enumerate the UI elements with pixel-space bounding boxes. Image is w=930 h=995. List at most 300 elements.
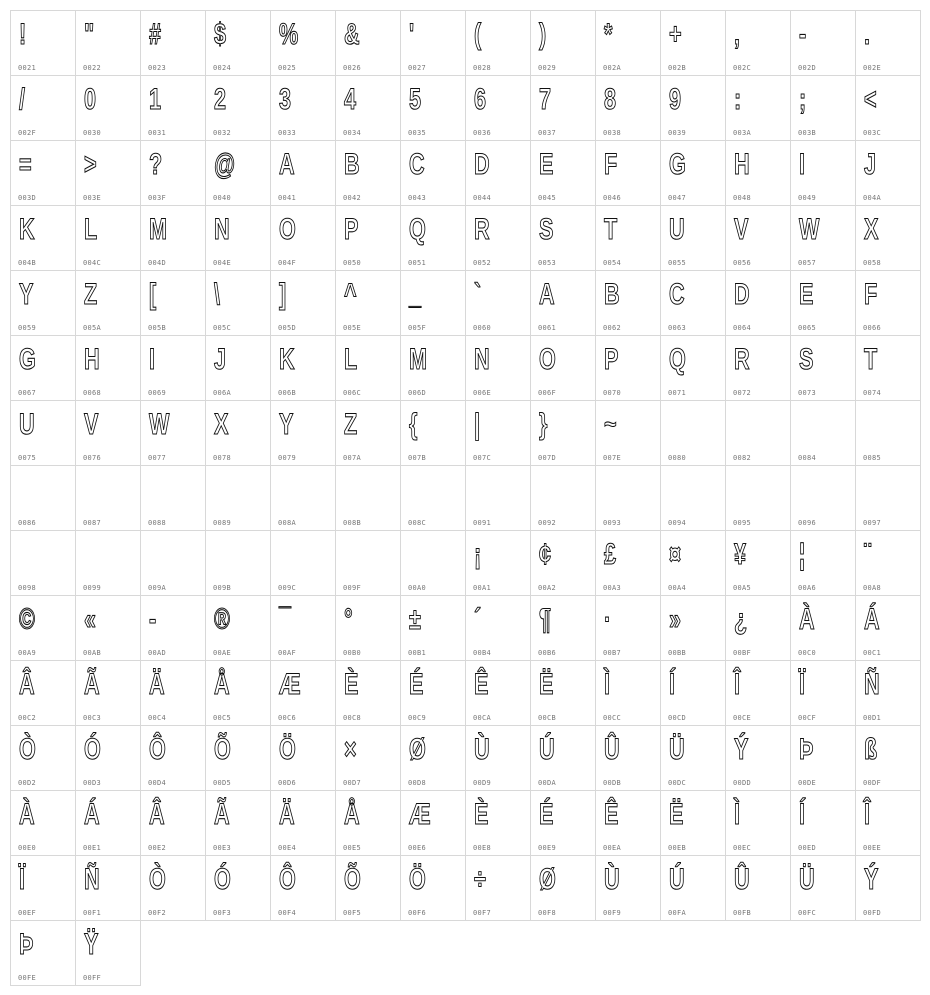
- glyph-cell: [335, 335, 401, 401]
- glyph-cell: [725, 10, 791, 76]
- glyph-sample: R: [734, 343, 750, 376]
- codepoint-label: 00C9: [408, 714, 427, 722]
- glyph-sample: ®: [214, 603, 230, 636]
- glyph-sample: 0: [84, 83, 97, 116]
- glyph-sample: À: [19, 798, 35, 831]
- glyph-sample: J: [214, 343, 227, 376]
- glyph-cell: [270, 725, 336, 791]
- codepoint-label: 00EE: [863, 844, 882, 852]
- glyph-sample: %: [279, 18, 299, 51]
- glyph-cell: [75, 10, 141, 76]
- codepoint-label: 0039: [668, 129, 687, 137]
- glyph-cell: [140, 725, 206, 791]
- glyph-cell: [75, 725, 141, 791]
- glyph-sample: B: [344, 148, 360, 181]
- glyph-cell: [10, 205, 76, 271]
- codepoint-label: 00F8: [538, 909, 557, 917]
- glyph-cell: [205, 270, 271, 336]
- codepoint-label: 009F: [343, 584, 362, 592]
- codepoint-label: 0045: [538, 194, 557, 202]
- glyph-sample: 8: [604, 83, 617, 116]
- codepoint-label: 0071: [668, 389, 687, 397]
- glyph-cell: [140, 270, 206, 336]
- glyph-cell: [205, 855, 271, 921]
- codepoint-label: 00BB: [668, 649, 687, 657]
- glyph-sample: S: [539, 213, 554, 246]
- glyph-sample: Þ: [19, 928, 34, 961]
- glyph-sample: N: [214, 213, 230, 246]
- glyph-cell: [660, 400, 726, 466]
- glyph-sample: Ô: [279, 863, 296, 896]
- glyph-cell: [205, 205, 271, 271]
- glyph-cell: [790, 75, 856, 141]
- glyph-sample: 1: [149, 83, 162, 116]
- glyph-cell: [205, 595, 271, 661]
- codepoint-label: 0092: [538, 519, 557, 527]
- codepoint-label: 0050: [343, 259, 362, 267]
- glyph-sample: ): [539, 18, 547, 51]
- codepoint-label: 005B: [148, 324, 167, 332]
- codepoint-label: 008C: [408, 519, 427, 527]
- glyph-cell: [530, 335, 596, 401]
- codepoint-label: 00A6: [798, 584, 817, 592]
- glyph-cell: [530, 400, 596, 466]
- glyph-cell: [270, 10, 336, 76]
- glyph-sample: 3: [279, 83, 292, 116]
- glyph-cell: [465, 855, 531, 921]
- codepoint-label: 00B6: [538, 649, 557, 657]
- glyph-cell: [75, 790, 141, 856]
- glyph-sample: À: [799, 603, 815, 636]
- glyph-sample: ¡: [474, 538, 482, 571]
- glyph-cell: [790, 10, 856, 76]
- codepoint-label: 00C1: [863, 649, 882, 657]
- codepoint-label: 00FC: [798, 909, 817, 917]
- codepoint-label: 00A8: [863, 584, 882, 592]
- glyph-sample: Ö: [409, 863, 426, 896]
- codepoint-label: 0093: [603, 519, 622, 527]
- glyph-cell: [855, 10, 921, 76]
- codepoint-label: 007A: [343, 454, 362, 462]
- glyph-cell: [400, 725, 466, 791]
- glyph-sample: Ý: [734, 733, 749, 766]
- codepoint-label: 0060: [473, 324, 492, 332]
- codepoint-label: 00DC: [668, 779, 687, 787]
- glyph-sample: Æ: [279, 668, 301, 701]
- codepoint-label: 0098: [18, 584, 37, 592]
- glyph-sample: Ÿ: [84, 928, 99, 961]
- codepoint-label: 00F1: [83, 909, 102, 917]
- glyph-cell: [530, 595, 596, 661]
- glyph-sample: O: [279, 213, 296, 246]
- glyph-cell: [270, 465, 336, 531]
- codepoint-label: 00AF: [278, 649, 297, 657]
- glyph-sample: P: [344, 213, 359, 246]
- glyph-sample: &: [344, 18, 360, 51]
- codepoint-label: 0034: [343, 129, 362, 137]
- glyph-sample: A: [539, 278, 555, 311]
- glyph-cell: [465, 465, 531, 531]
- glyph-cell: [530, 660, 596, 726]
- glyph-cell: [660, 205, 726, 271]
- codepoint-label: 0025: [278, 64, 297, 72]
- glyph-cell: [75, 855, 141, 921]
- glyph-sample: A: [279, 148, 295, 181]
- codepoint-label: 0069: [148, 389, 167, 397]
- glyph-cell: [335, 400, 401, 466]
- glyph-sample: C: [669, 278, 685, 311]
- glyph-sample: Q: [669, 343, 686, 376]
- codepoint-label: 00FD: [863, 909, 882, 917]
- glyph-sample: F: [604, 148, 618, 181]
- glyph-sample: Õ: [214, 733, 231, 766]
- glyph-sample: Á: [864, 603, 880, 636]
- glyph-cell: [10, 790, 76, 856]
- codepoint-label: 0043: [408, 194, 427, 202]
- glyph-sample: É: [539, 798, 554, 831]
- codepoint-label: 007C: [473, 454, 492, 462]
- glyph-sample: Õ: [344, 863, 361, 896]
- glyph-cell: [140, 10, 206, 76]
- glyph-sample: V: [84, 408, 99, 441]
- codepoint-label: 002D: [798, 64, 817, 72]
- glyph-cell: [790, 140, 856, 206]
- codepoint-label: 0064: [733, 324, 752, 332]
- codepoint-label: 0087: [83, 519, 102, 527]
- codepoint-label: 00DF: [863, 779, 882, 787]
- codepoint-label: 00E0: [18, 844, 37, 852]
- glyph-cell: [790, 335, 856, 401]
- glyph-cell: [660, 75, 726, 141]
- glyph-cell: [595, 530, 661, 596]
- codepoint-label: 009C: [278, 584, 297, 592]
- glyph-cell: [140, 595, 206, 661]
- codepoint-label: 004C: [83, 259, 102, 267]
- glyph-cell: [790, 205, 856, 271]
- glyph-sample: Å: [214, 668, 230, 701]
- codepoint-label: 00C6: [278, 714, 297, 722]
- glyph-sample: Ý: [864, 863, 879, 896]
- glyph-sample: -: [799, 18, 807, 51]
- codepoint-label: 00B7: [603, 649, 622, 657]
- glyph-cell: [270, 660, 336, 726]
- glyph-cell: [725, 335, 791, 401]
- glyph-cell: [530, 205, 596, 271]
- glyph-cell: [465, 790, 531, 856]
- glyph-sample: Í: [669, 668, 676, 701]
- codepoint-label: 00C3: [83, 714, 102, 722]
- glyph-cell: [10, 920, 76, 986]
- glyph-sample: Y: [279, 408, 294, 441]
- glyph-sample: :: [734, 83, 742, 116]
- codepoint-label: 006F: [538, 389, 557, 397]
- codepoint-label: 0053: [538, 259, 557, 267]
- glyph-cell: [855, 335, 921, 401]
- glyph-sample: Ù: [604, 863, 620, 896]
- glyph-sample: É: [409, 668, 424, 701]
- glyph-cell: [140, 855, 206, 921]
- codepoint-label: 0056: [733, 259, 752, 267]
- glyph-cell: [790, 855, 856, 921]
- codepoint-label: 002E: [863, 64, 882, 72]
- glyph-cell: [530, 530, 596, 596]
- glyph-sample: 9: [669, 83, 682, 116]
- codepoint-label: 0042: [343, 194, 362, 202]
- glyph-sample: ¨: [864, 538, 872, 571]
- glyph-cell: [725, 140, 791, 206]
- codepoint-label: 0094: [668, 519, 687, 527]
- glyph-cell: [855, 790, 921, 856]
- glyph-cell: [790, 465, 856, 531]
- codepoint-label: 00D4: [148, 779, 167, 787]
- glyph-cell: [725, 660, 791, 726]
- glyph-cell: [270, 270, 336, 336]
- glyph-cell: [10, 75, 76, 141]
- codepoint-label: 00C0: [798, 649, 817, 657]
- codepoint-label: 00AD: [148, 649, 167, 657]
- codepoint-label: 00CA: [473, 714, 492, 722]
- codepoint-label: 00D5: [213, 779, 232, 787]
- codepoint-label: 0065: [798, 324, 817, 332]
- glyph-cell: [205, 725, 271, 791]
- glyph-cell: [725, 530, 791, 596]
- codepoint-label: 00D9: [473, 779, 492, 787]
- glyph-sample: }: [539, 408, 548, 441]
- glyph-cell: [140, 75, 206, 141]
- codepoint-label: 0040: [213, 194, 232, 202]
- glyph-cell: [140, 790, 206, 856]
- glyph-cell: [855, 75, 921, 141]
- codepoint-label: 00D6: [278, 779, 297, 787]
- codepoint-label: 0099: [83, 584, 102, 592]
- glyph-sample: Ë: [669, 798, 684, 831]
- glyph-cell: [855, 465, 921, 531]
- codepoint-label: 0046: [603, 194, 622, 202]
- codepoint-label: 006C: [343, 389, 362, 397]
- glyph-cell: [335, 465, 401, 531]
- codepoint-label: 004A: [863, 194, 882, 202]
- codepoint-label: 00EA: [603, 844, 622, 852]
- glyph-sample: Y: [19, 278, 34, 311]
- codepoint-label: 0058: [863, 259, 882, 267]
- glyph-sample: ¥: [734, 538, 747, 571]
- glyph-cell: [205, 335, 271, 401]
- glyph-cell: [205, 400, 271, 466]
- glyph-sample: 6: [474, 83, 487, 116]
- glyph-sample: ¯: [279, 603, 291, 636]
- glyph-cell: [335, 790, 401, 856]
- codepoint-label: 006A: [213, 389, 232, 397]
- glyph-cell: [465, 10, 531, 76]
- glyph-sample: È: [474, 798, 489, 831]
- glyph-cell: [725, 75, 791, 141]
- glyph-cell: [725, 205, 791, 271]
- glyph-sample: Ó: [84, 733, 101, 766]
- codepoint-label: 00A0: [408, 584, 427, 592]
- codepoint-label: 00F6: [408, 909, 427, 917]
- codepoint-label: 0030: [83, 129, 102, 137]
- codepoint-label: 00EB: [668, 844, 687, 852]
- glyph-cell: [10, 140, 76, 206]
- codepoint-label: 005E: [343, 324, 362, 332]
- codepoint-label: 0088: [148, 519, 167, 527]
- glyph-sample: >: [84, 148, 97, 181]
- codepoint-label: 002A: [603, 64, 622, 72]
- glyph-sample: N: [474, 343, 490, 376]
- codepoint-label: 00D8: [408, 779, 427, 787]
- codepoint-label: 00B0: [343, 649, 362, 657]
- glyph-cell: [335, 855, 401, 921]
- codepoint-label: 0024: [213, 64, 232, 72]
- glyph-cell: [465, 530, 531, 596]
- codepoint-label: 0031: [148, 129, 167, 137]
- glyph-cell: [270, 400, 336, 466]
- glyph-cell: [595, 10, 661, 76]
- glyph-sample: £: [604, 538, 617, 571]
- glyph-cell: [10, 725, 76, 791]
- glyph-cell: [10, 660, 76, 726]
- codepoint-label: 00D7: [343, 779, 362, 787]
- glyph-cell: [595, 335, 661, 401]
- glyph-sample: H: [734, 148, 750, 181]
- glyph-cell: [595, 660, 661, 726]
- glyph-sample: Ø: [539, 863, 556, 896]
- glyph-sample: C: [409, 148, 425, 181]
- codepoint-label: 00EC: [733, 844, 752, 852]
- codepoint-label: 00F7: [473, 909, 492, 917]
- glyph-sample: U: [19, 408, 35, 441]
- codepoint-label: 0032: [213, 129, 232, 137]
- glyph-cell: [75, 920, 141, 986]
- glyph-sample: È: [344, 668, 359, 701]
- glyph-sample: (: [474, 18, 482, 51]
- codepoint-label: 004D: [148, 259, 167, 267]
- glyph-sample: 4: [344, 83, 357, 116]
- codepoint-label: 0027: [408, 64, 427, 72]
- glyph-cell: [465, 140, 531, 206]
- glyph-cell: [660, 855, 726, 921]
- glyph-sample: Ò: [19, 733, 36, 766]
- codepoint-label: 00C4: [148, 714, 167, 722]
- glyph-sample: ,: [734, 18, 741, 51]
- glyph-sample: Ú: [669, 863, 685, 896]
- glyph-sample: Â: [149, 798, 165, 831]
- glyph-cell: [855, 595, 921, 661]
- codepoint-label: 0062: [603, 324, 622, 332]
- codepoint-label: 0073: [798, 389, 817, 397]
- glyph-cell: [790, 530, 856, 596]
- glyph-sample: M: [149, 213, 167, 246]
- glyph-cell: [855, 725, 921, 791]
- codepoint-label: 006D: [408, 389, 427, 397]
- glyph-cell: [75, 140, 141, 206]
- glyph-cell: [335, 725, 401, 791]
- glyph-sample: Æ: [409, 798, 431, 831]
- codepoint-label: 00AE: [213, 649, 232, 657]
- glyph-cell: [205, 530, 271, 596]
- glyph-sample: X: [214, 408, 229, 441]
- glyph-cell: [855, 270, 921, 336]
- glyph-cell: [400, 10, 466, 76]
- glyph-cell: [335, 205, 401, 271]
- glyph-cell: [855, 205, 921, 271]
- glyph-cell: [400, 335, 466, 401]
- codepoint-label: 0051: [408, 259, 427, 267]
- codepoint-label: 0095: [733, 519, 752, 527]
- glyph-cell: [140, 140, 206, 206]
- codepoint-label: 00BF: [733, 649, 752, 657]
- glyph-sample: X: [864, 213, 879, 246]
- glyph-sample: Á: [84, 798, 100, 831]
- glyph-cell: [400, 660, 466, 726]
- codepoint-label: 0096: [798, 519, 817, 527]
- glyph-cell: [660, 335, 726, 401]
- glyph-sample: ^: [344, 278, 357, 311]
- glyph-cell: [10, 530, 76, 596]
- glyph-sample: W: [799, 213, 820, 246]
- glyph-cell: [75, 75, 141, 141]
- codepoint-label: 00DE: [798, 779, 817, 787]
- codepoint-label: 0055: [668, 259, 687, 267]
- glyph-cell: [335, 595, 401, 661]
- glyph-cell: [660, 10, 726, 76]
- glyph-cell: [335, 530, 401, 596]
- glyph-cell: [10, 465, 76, 531]
- codepoint-label: 0022: [83, 64, 102, 72]
- glyph-cell: [10, 595, 76, 661]
- codepoint-label: 0038: [603, 129, 622, 137]
- codepoint-label: 00FF: [83, 974, 102, 982]
- glyph-sample: ¿: [734, 603, 748, 636]
- glyph-sample: <: [864, 83, 877, 116]
- codepoint-label: 0084: [798, 454, 817, 462]
- codepoint-label: 00C2: [18, 714, 37, 722]
- codepoint-label: 0091: [473, 519, 492, 527]
- glyph-cell: [465, 660, 531, 726]
- glyph-sample: 5: [409, 83, 422, 116]
- codepoint-label: 00DA: [538, 779, 557, 787]
- codepoint-label: 00CF: [798, 714, 817, 722]
- codepoint-label: 0023: [148, 64, 167, 72]
- glyph-sample: *: [604, 18, 613, 51]
- glyph-sample: G: [669, 148, 686, 181]
- glyph-sample: [: [149, 278, 157, 311]
- glyph-sample: R: [474, 213, 490, 246]
- codepoint-label: 0021: [18, 64, 37, 72]
- glyph-sample: ×: [344, 733, 357, 766]
- glyph-cell: [660, 790, 726, 856]
- glyph-sample: .: [864, 18, 871, 51]
- glyph-sample: ¢: [539, 538, 552, 571]
- codepoint-label: 0074: [863, 389, 882, 397]
- codepoint-label: 00C5: [213, 714, 232, 722]
- codepoint-label: 0037: [538, 129, 557, 137]
- glyph-sample: \: [214, 278, 221, 311]
- glyph-cell: [725, 855, 791, 921]
- glyph-sample: !: [19, 18, 27, 51]
- glyph-sample: H: [84, 343, 100, 376]
- glyph-sample: ?: [149, 148, 163, 181]
- glyph-sample: K: [19, 213, 35, 246]
- glyph-cell: [75, 595, 141, 661]
- glyph-sample: ¶: [539, 603, 552, 636]
- glyph-cell: [530, 270, 596, 336]
- glyph-sample: D: [474, 148, 490, 181]
- glyph-sample: |: [474, 408, 481, 441]
- glyph-cell: [400, 205, 466, 271]
- codepoint-label: 00F2: [148, 909, 167, 917]
- glyph-cell: [595, 595, 661, 661]
